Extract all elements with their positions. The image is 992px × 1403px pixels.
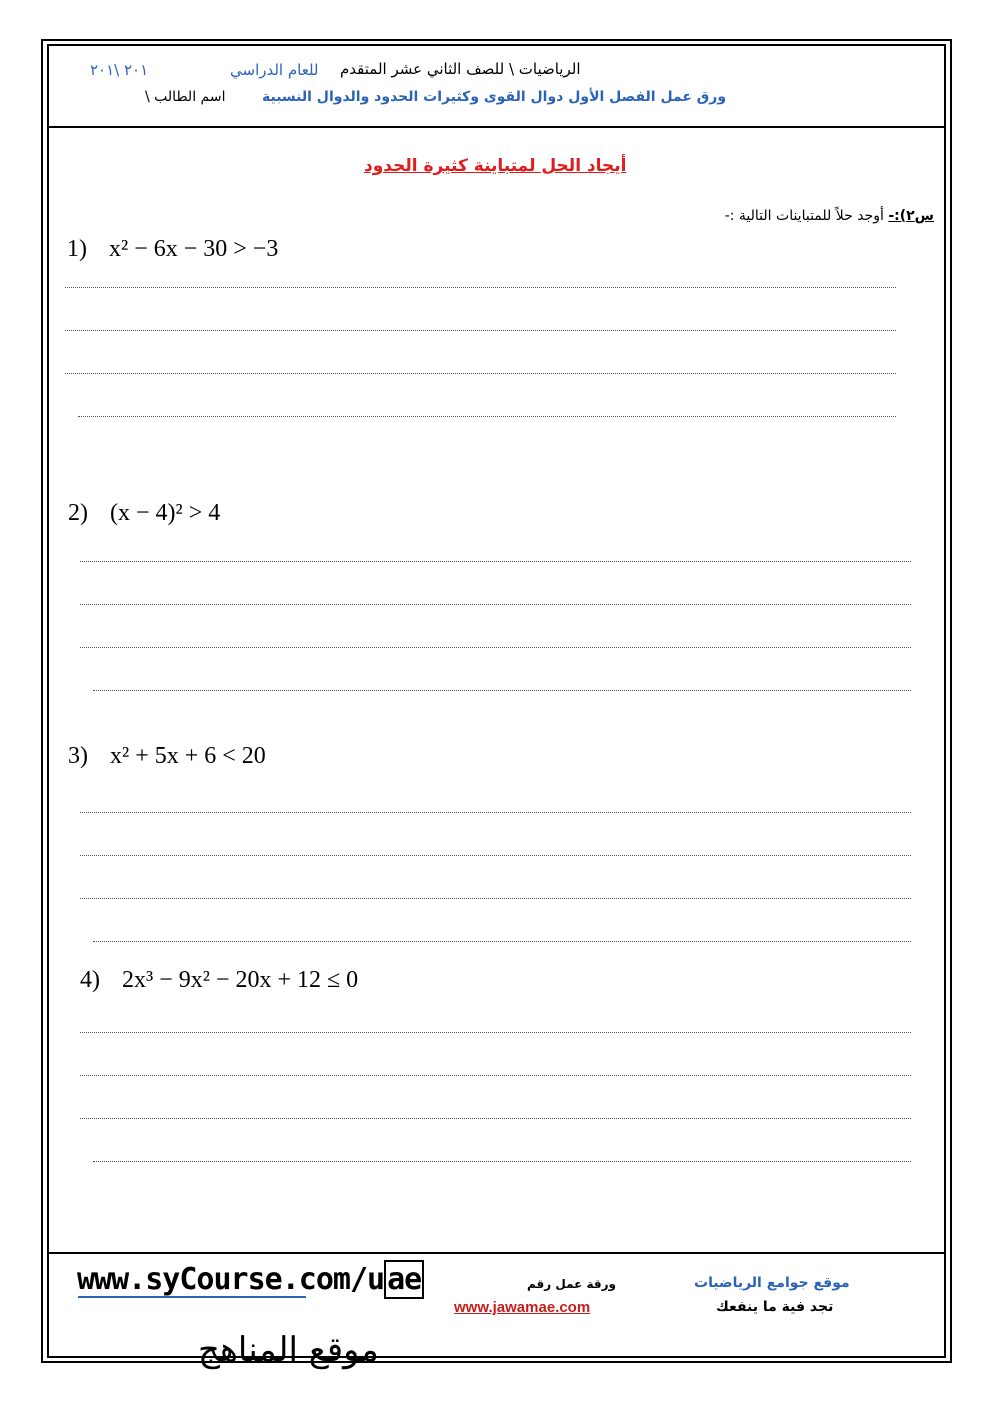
question-number: س٢):- bbox=[888, 208, 934, 224]
worksheet-title: أيجاد الحل لمتباينة كثيرة الحدود bbox=[364, 156, 627, 176]
footer-divider bbox=[47, 1252, 946, 1254]
problem-number: 3) bbox=[68, 743, 88, 769]
problem-number: 1) bbox=[67, 236, 87, 262]
student-name-label: اسم الطالب \ bbox=[145, 89, 226, 105]
answer-line[interactable] bbox=[80, 1032, 911, 1033]
answer-line[interactable] bbox=[78, 416, 896, 417]
answer-line[interactable] bbox=[93, 1161, 911, 1162]
problem-expression: 2x³ − 9x² − 20x + 12 ≤ 0 bbox=[122, 967, 359, 993]
answer-line[interactable] bbox=[93, 941, 911, 942]
sycourse-url-box: ae bbox=[384, 1260, 424, 1299]
problem-number: 2) bbox=[68, 500, 88, 526]
header-worksheet-topic: ورق عمل الفصل الأول دوال القوى وكثيرات الحدود والدوال النسبية bbox=[262, 89, 727, 105]
answer-line[interactable] bbox=[80, 1118, 911, 1119]
problem-number: 4) bbox=[80, 967, 100, 993]
answer-line[interactable] bbox=[80, 855, 911, 856]
problem-expression: x² + 5x + 6 < 20 bbox=[110, 743, 266, 769]
answer-line[interactable] bbox=[80, 604, 911, 605]
problem-2 bbox=[68, 500, 220, 527]
answer-line[interactable] bbox=[80, 1075, 911, 1076]
sycourse-url[interactable] bbox=[77, 1262, 424, 1297]
header-year: ٢٠١ \٢٠١ bbox=[90, 61, 149, 79]
watermark-text: موقع المناهج bbox=[198, 1330, 379, 1370]
answer-line[interactable] bbox=[65, 373, 896, 374]
problem-3 bbox=[68, 743, 266, 770]
answer-line[interactable] bbox=[93, 690, 911, 691]
sycourse-url-text: www.syCourse.com/u bbox=[77, 1262, 385, 1297]
footer-link-underline bbox=[78, 1296, 306, 1298]
answer-line[interactable] bbox=[80, 812, 911, 813]
jawamae-link[interactable]: www.jawamae.com bbox=[454, 1299, 591, 1316]
answer-line[interactable] bbox=[65, 287, 896, 288]
answer-line[interactable] bbox=[65, 330, 896, 331]
header-subject: الرياضيات \ للصف الثاني عشر المتقدم bbox=[340, 60, 581, 78]
problem-expression: x² − 6x − 30 > −3 bbox=[109, 236, 279, 262]
answer-line[interactable] bbox=[80, 647, 911, 648]
answer-line[interactable] bbox=[80, 561, 911, 562]
site-name: موقع جوامع الرياضيات bbox=[694, 1275, 850, 1291]
header-divider bbox=[47, 126, 946, 128]
question-text: أوجد حلاً للمتباينات التالية :- bbox=[724, 208, 889, 224]
site-slogan: تجد فية ما ينفعك bbox=[716, 1299, 834, 1315]
problem-1 bbox=[67, 236, 278, 263]
problem-expression: (x − 4)² > 4 bbox=[110, 500, 221, 526]
answer-line[interactable] bbox=[80, 898, 911, 899]
worksheet-number-label: ورقة عمل رقم bbox=[527, 1277, 616, 1291]
header-year-label: للعام الدراسي bbox=[230, 61, 319, 79]
problem-4 bbox=[80, 967, 358, 994]
question-heading bbox=[725, 208, 934, 224]
